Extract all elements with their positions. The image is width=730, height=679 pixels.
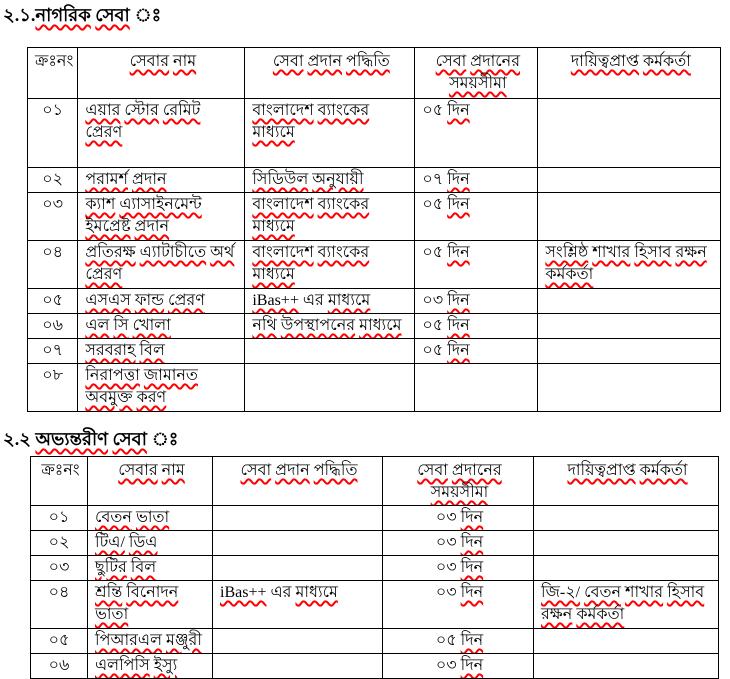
- table-cell: [538, 168, 721, 193]
- word: এ্যাসাইনমেন্ট: [119, 196, 202, 213]
- table-cell: [245, 314, 415, 339]
- table-row: [28, 168, 721, 193]
- table-header-row: [28, 48, 721, 99]
- word: ভাতা: [135, 509, 170, 526]
- table-cell: [415, 314, 538, 339]
- word: ব্যাংকের: [317, 102, 370, 119]
- word: ক্রঃনং: [41, 462, 80, 479]
- word: শ্রন্তি: [95, 584, 123, 601]
- word: বিনোদন: [126, 584, 179, 601]
- word: সেবার: [118, 462, 158, 479]
- word: মাধ্যমে: [327, 292, 371, 309]
- table-cell: [245, 99, 415, 168]
- word: ০৭: [422, 171, 444, 188]
- table-cell: [28, 193, 78, 241]
- word: ০৮: [42, 367, 64, 384]
- word: দিন: [460, 559, 484, 576]
- word: বাংলাদেশ: [252, 244, 314, 261]
- word: মাধ্যমে: [359, 317, 402, 334]
- table-row: [31, 506, 719, 531]
- word: ০৩: [435, 509, 457, 526]
- table-cell: [213, 629, 383, 654]
- table-cell: [88, 556, 213, 581]
- table-cell: [28, 168, 78, 193]
- table-cell: [28, 99, 78, 168]
- table-cell: [213, 506, 383, 531]
- word: প্রেরণ: [167, 292, 205, 309]
- word: নাম: [161, 462, 185, 479]
- word: জামানত: [143, 367, 198, 384]
- word: কর্মকর্তা: [639, 462, 688, 479]
- word: ০৩: [42, 196, 64, 213]
- word: রক্ষন: [675, 244, 707, 261]
- word: দিন: [460, 584, 484, 601]
- table-cell: [534, 506, 719, 531]
- word: ০২: [42, 171, 64, 188]
- column-header: [383, 457, 534, 506]
- word: ০৫: [422, 317, 444, 334]
- word: এর: [270, 584, 292, 601]
- section-heading-citizen-services: [0, 0, 730, 26]
- word: পদ্ধিতি: [313, 462, 358, 479]
- word: শাখার: [592, 244, 631, 261]
- word: ব্যাংকের: [317, 244, 370, 261]
- table-cell: [28, 314, 78, 339]
- word: পিআরএল: [95, 632, 162, 649]
- word: অর্থ: [210, 244, 235, 261]
- word: ০৬: [42, 317, 64, 334]
- word: সেবা: [272, 53, 304, 70]
- table-cell: [383, 506, 534, 531]
- column-header: [213, 457, 383, 506]
- table-cell: [78, 364, 245, 412]
- section-heading-internal-services: [0, 412, 730, 450]
- table-cell: [538, 339, 721, 364]
- table-cell: [245, 339, 415, 364]
- heading-word: সেবা: [95, 5, 130, 25]
- table-row: [31, 556, 719, 581]
- table-cell: [78, 314, 245, 339]
- word: দিন: [447, 171, 470, 188]
- word: মাধ্যমে: [252, 124, 295, 141]
- table-cell: [78, 168, 245, 193]
- word: মঞ্জুরী: [166, 632, 202, 649]
- word: ছুটির: [95, 559, 127, 576]
- word: ০১: [42, 102, 64, 119]
- table-cell: [78, 289, 245, 314]
- table-cell: [245, 364, 415, 412]
- table-cell: [534, 581, 719, 629]
- table-row: [31, 629, 719, 654]
- word: রেমিট: [162, 102, 201, 119]
- word: দিন: [460, 534, 484, 551]
- word: স্টোর: [124, 102, 159, 119]
- word: এল: [85, 317, 110, 334]
- word: এলপিসি: [95, 657, 150, 674]
- column-header: [245, 48, 415, 99]
- word: প্রদানের: [451, 462, 502, 479]
- word: হিসাব: [667, 584, 705, 601]
- word: ক্রঃনং: [35, 53, 74, 70]
- word: সেবা: [240, 462, 272, 479]
- word: ০৫: [422, 342, 444, 359]
- word: টিএ/: [95, 534, 125, 551]
- table-cell: [88, 506, 213, 531]
- word: সরবরাহ: [85, 342, 136, 359]
- table-cell: [88, 629, 213, 654]
- heading-word: অভ্যন্তরীণ: [35, 429, 108, 449]
- word: প্রতিরক্ষ: [85, 244, 136, 261]
- table-cell: [383, 556, 534, 581]
- table-cell: [538, 364, 721, 412]
- table-cell: [213, 654, 383, 679]
- word: অবমুক্ত: [85, 389, 133, 406]
- word: রক্ষন: [541, 606, 573, 623]
- table-cell: [78, 99, 245, 168]
- heading-word: ২.২: [3, 429, 31, 449]
- word: প্রেরণ: [85, 124, 123, 141]
- word: সেবার: [129, 53, 170, 70]
- table-cell: [28, 339, 78, 364]
- table-row: [28, 241, 721, 289]
- word: ০৩: [435, 657, 457, 674]
- word: সময়সীমা: [430, 484, 489, 501]
- table-cell: [534, 556, 719, 581]
- word: ০৩: [435, 534, 457, 551]
- table-row: [28, 314, 721, 339]
- table-cell: [88, 654, 213, 679]
- word: সি: [113, 317, 129, 334]
- table-cell: [28, 364, 78, 412]
- table-cell: [28, 241, 78, 289]
- table-cell: [31, 581, 88, 629]
- word: ০১: [48, 509, 70, 526]
- table-cell: [538, 193, 721, 241]
- word: কর্মকর্তা: [576, 606, 625, 623]
- table-row: [28, 364, 721, 412]
- word: এসএস: [85, 292, 131, 309]
- column-header: [415, 48, 538, 99]
- table-row: [31, 654, 719, 679]
- table-cell: [245, 193, 415, 241]
- column-header: [88, 457, 213, 506]
- word: দিন: [460, 632, 484, 649]
- table-cell: [213, 581, 383, 629]
- word: ০৪: [48, 584, 70, 601]
- table-cell: [31, 654, 88, 679]
- word: নথি: [252, 317, 277, 334]
- word: মাধ্যমে: [295, 584, 338, 601]
- column-header: [31, 457, 88, 506]
- word: কর্মকর্তা: [545, 266, 594, 283]
- table-cell: [383, 629, 534, 654]
- word: বেতন: [584, 584, 622, 601]
- column-header: [78, 48, 245, 99]
- table-cell: [78, 339, 245, 364]
- column-header: [28, 48, 78, 99]
- word: ০৫: [422, 244, 444, 261]
- word: বিল: [130, 559, 157, 576]
- table-cell: [415, 168, 538, 193]
- table-cell: [383, 531, 534, 556]
- table-cell: [78, 241, 245, 289]
- word: দায়িত্বপ্রাপ্ত: [567, 462, 636, 479]
- word: ০৩: [422, 292, 444, 309]
- word: সংশ্লিষ্ঠ: [545, 244, 589, 261]
- table-cell: [415, 99, 538, 168]
- word: দিন: [460, 657, 484, 674]
- word: নিরাপত্তা: [85, 367, 140, 384]
- word: এয়ার: [85, 102, 121, 119]
- word: বিল: [139, 342, 165, 359]
- table-cell: [534, 629, 719, 654]
- table-cell: [31, 556, 88, 581]
- column-header: [538, 48, 721, 99]
- word: প্রদান: [275, 462, 310, 479]
- word: ০৩: [435, 584, 457, 601]
- word: সেবা: [435, 53, 467, 70]
- heading-word: নাগরিক: [35, 5, 91, 25]
- word: দিন: [447, 196, 470, 213]
- table-cell: [538, 289, 721, 314]
- table-cell: [383, 654, 534, 679]
- word: ০৫: [422, 102, 444, 119]
- table-cell: [245, 289, 415, 314]
- word: ইমপ্রেষ্ট: [85, 218, 131, 235]
- word: দিন: [447, 244, 470, 261]
- word: হিসাব: [634, 244, 672, 261]
- column-header: [534, 457, 719, 506]
- table-cell: [538, 314, 721, 339]
- word: মাধ্যমে: [252, 266, 295, 283]
- word: ডিএ: [128, 534, 158, 551]
- table-cell: [415, 364, 538, 412]
- word: কর্মকর্তা: [642, 53, 691, 70]
- word: দিন: [447, 317, 470, 334]
- word: শাখার: [625, 584, 664, 601]
- word: ক্যাশ: [85, 196, 116, 213]
- table-row: [28, 339, 721, 364]
- table-row: [28, 193, 721, 241]
- word: বাংলাদেশ: [252, 102, 314, 119]
- table-cell: [534, 654, 719, 679]
- word: মাধ্যমে: [252, 218, 295, 235]
- word: প্রদান: [134, 218, 170, 235]
- table-cell: [415, 241, 538, 289]
- table-row: [28, 99, 721, 168]
- word: ০৫: [48, 632, 70, 649]
- heading-word: ২.১.: [3, 5, 36, 25]
- word: ইস্যু: [153, 657, 178, 674]
- word: সিডিউল: [252, 171, 309, 188]
- table-cell: [415, 339, 538, 364]
- table-cell: [538, 241, 721, 289]
- word: দিন: [460, 509, 484, 526]
- word: অনুযায়ী: [312, 171, 364, 188]
- word: সময়সীমা: [449, 75, 507, 92]
- word: iBas++: [252, 292, 299, 309]
- word: এ্যাটাচীতে: [139, 244, 207, 261]
- word: বাংলাদেশ: [252, 196, 314, 213]
- table-cell: [213, 531, 383, 556]
- table-cell: [31, 531, 88, 556]
- word: নাম: [173, 53, 197, 70]
- table-cell: [245, 168, 415, 193]
- word: প্রেরণ: [85, 266, 123, 283]
- word: দিন: [447, 342, 470, 359]
- table-row: [31, 531, 719, 556]
- word: পরামর্শ: [85, 171, 129, 188]
- word: ০৫: [42, 292, 64, 309]
- table-cell: [534, 531, 719, 556]
- table-cell: [88, 531, 213, 556]
- table-cell: [245, 241, 415, 289]
- citizen-services-table: [27, 47, 721, 412]
- word: ০৩: [48, 559, 70, 576]
- section-internal-services: [0, 412, 730, 679]
- table-cell: [31, 506, 88, 531]
- table-cell: [383, 581, 534, 629]
- word: বেতন: [95, 509, 132, 526]
- table-cell: [538, 99, 721, 168]
- table-header-row: [31, 457, 719, 506]
- word: ০৫: [422, 196, 444, 213]
- word: ০৫: [435, 632, 457, 649]
- table-cell: [415, 193, 538, 241]
- word: দিন: [447, 102, 470, 119]
- word: ০৩: [435, 559, 457, 576]
- internal-services-table: [30, 456, 719, 679]
- word: iBas++: [220, 584, 267, 601]
- table-cell: [31, 629, 88, 654]
- word: ০২: [48, 534, 70, 551]
- word: প্রদান: [132, 171, 167, 188]
- table-row: [28, 289, 721, 314]
- word: সেবা: [417, 462, 448, 479]
- word: এর: [302, 292, 324, 309]
- table-cell: [213, 556, 383, 581]
- heading-word: সেবা: [112, 429, 147, 449]
- word: প্রদানের: [470, 53, 521, 70]
- table-cell: [415, 289, 538, 314]
- word: উপস্থাপনের: [280, 317, 356, 334]
- word: দায়িত্বপ্রাপ্ত: [570, 53, 639, 70]
- table-cell: [28, 289, 78, 314]
- word: খোলা: [132, 317, 171, 334]
- word: করণ: [136, 389, 167, 406]
- word: পদ্ধিতি: [346, 53, 390, 70]
- table-cell: [78, 193, 245, 241]
- word: প্রদান: [307, 53, 343, 70]
- word: ০৭: [42, 342, 64, 359]
- word: ব্যাংকের: [317, 196, 370, 213]
- word: ০৬: [48, 657, 70, 674]
- table-cell: [88, 581, 213, 629]
- word: জি-২/: [541, 584, 581, 601]
- table-row: [31, 581, 719, 629]
- word: ০৪: [42, 244, 64, 261]
- word: দিন: [447, 292, 470, 309]
- word: ফান্ড: [134, 292, 164, 309]
- word: ভাতা: [95, 606, 129, 623]
